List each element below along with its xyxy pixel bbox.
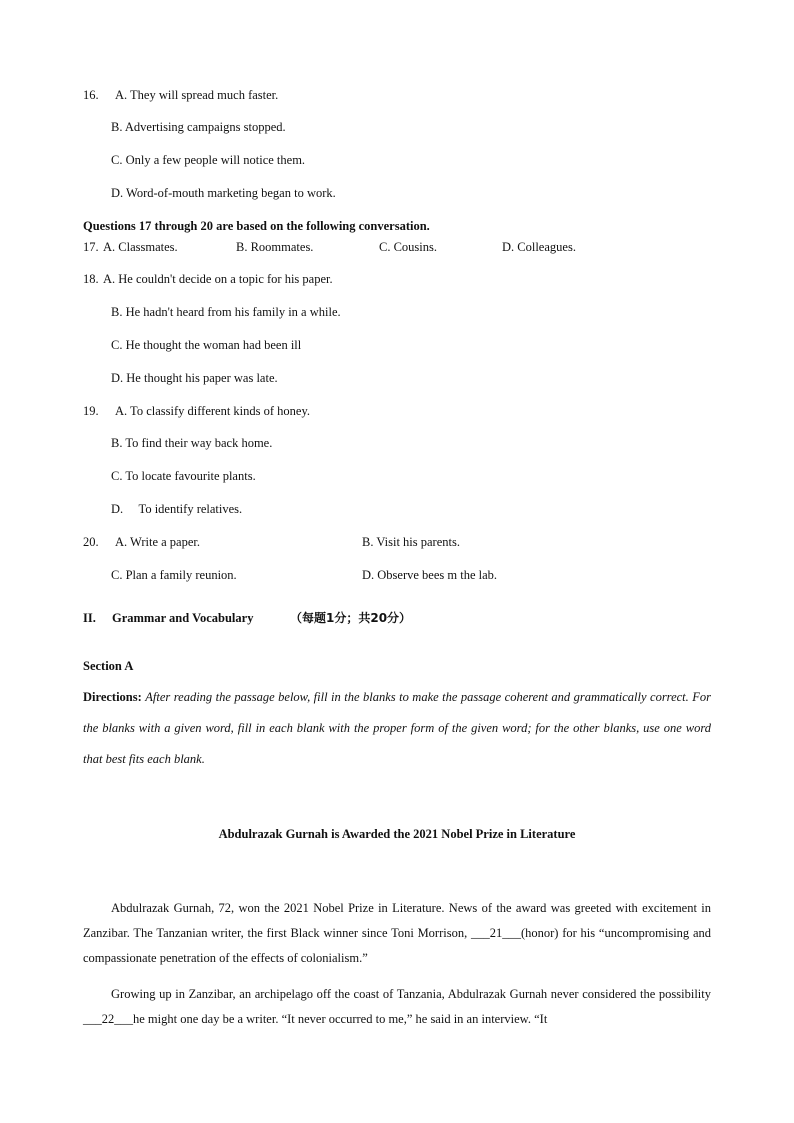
q19-number: 19. (83, 404, 99, 418)
q16-number: 16. (83, 88, 99, 102)
directions-block (83, 682, 711, 775)
q16-option-d: D. Word-of-mouth marketing began to work. (111, 186, 336, 200)
q18-option-b: B. He hadn't heard from his family in a while. (111, 305, 341, 319)
q18-option-d: D. He thought his paper was late. (111, 371, 278, 385)
q17-option-b: B. Roommates. (236, 240, 314, 254)
passage-title: Abdulrazak Gurnah is Awarded the 2021 Nobel Prize in Literature (218, 827, 576, 841)
q20-option-c: C. Plan a family reunion. (111, 568, 237, 582)
q17-option-c: C. Cousins. (379, 240, 438, 254)
q18-option-c: C. He thought the woman had been ill (111, 338, 302, 352)
q16-option-c: C. Only a few people will notice them. (111, 153, 306, 167)
q16-option-b: B. Advertising campaigns stopped. (111, 120, 286, 134)
q17-number: 17. (83, 240, 99, 254)
directions-text: After reading the passage below, fill in the blanks to make the passage coherent and grammatically correct. For the blanks with a given word, fill in each blank with the proper form of the given word; for the other blanks, use one word that best fits each blank. (83, 690, 711, 766)
q17-20-header: Questions 17 through 20 are based on the following conversation. (83, 219, 430, 233)
q17-option-a: A. Classmates. (103, 240, 178, 254)
directions-label: Directions: (83, 690, 142, 704)
q16-option-a: A. They will spread much faster. (115, 88, 279, 102)
section-score: （每题1分；共20分） (290, 611, 412, 625)
q19-option-b: B. To find their way back home. (111, 436, 273, 450)
paragraph-1-text: Abdulrazak Gurnah, 72, won the 2021 Nobel Prize in Literature. News of the award was greeted with excitement in Zanzibar. The Tanzanian writer, the first Black winner since Toni Morrison, ___21___(honor) for his “uncompromising and compassionate penetration of the effects of colonialism.” (83, 901, 711, 965)
passage-paragraph-2 (83, 982, 711, 1032)
q20-option-b: B. Visit his parents. (362, 535, 460, 549)
q20-option-d: D. Observe bees m the lab. (362, 568, 498, 582)
q17-option-d: D. Colleagues. (502, 240, 576, 254)
paragraph-2-text: Growing up in Zanzibar, an archipelago off the coast of Tanzania, Abdulrazak Gurnah never considered the possibility ___22___he might one day be a writer. “It never occurred to me,” he said in an interview. “It (83, 987, 711, 1026)
q20-number: 20. (83, 535, 99, 549)
section-number: II. (83, 611, 96, 625)
q19-option-d: D. To identify relatives. (111, 502, 243, 516)
section-a-heading: Section A (83, 659, 134, 673)
q19-option-a: A. To classify different kinds of honey. (115, 404, 311, 418)
q20-option-a: A. Write a paper. (115, 535, 200, 549)
passage-paragraph-1 (83, 896, 711, 971)
q18-option-a: A. He couldn't decide on a topic for his paper. (103, 272, 333, 286)
section-title: Grammar and Vocabulary (112, 611, 254, 625)
q18-number: 18. (83, 272, 99, 286)
q19-option-c: C. To locate favourite plants. (111, 469, 256, 483)
